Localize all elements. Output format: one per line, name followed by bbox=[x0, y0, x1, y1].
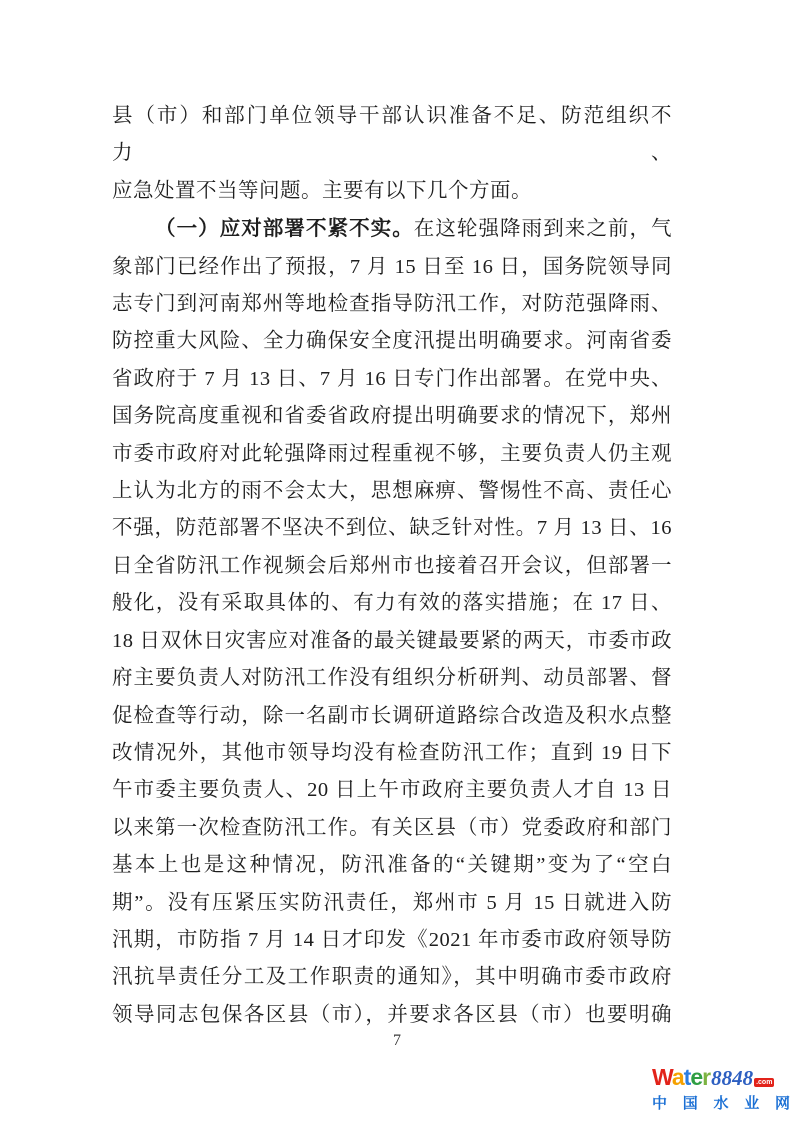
logo-subtitle-char: 水 bbox=[713, 1095, 729, 1112]
text-line: 改情况外，其他市领导均没有检查防汛工作；直到 19 日下 bbox=[112, 741, 672, 764]
text-line: 不强，防范部署不坚决不到位、缺乏针对性。7 月 13 日、16 bbox=[112, 517, 672, 540]
text-line: 午市委主要负责人、20 日上午市政府主要负责人才自 13 日 bbox=[112, 779, 672, 802]
text-line: 期”。没有压紧压实防汛责任，郑州市 5 月 15 日就进入防 bbox=[112, 891, 672, 914]
bold-heading-text: （一）应对部署不紧不实。 bbox=[155, 217, 414, 241]
logo-wordmark bbox=[652, 1064, 790, 1091]
text-line: 促检查等行动，除一名副市长调研道路综合改造及积水点整 bbox=[112, 704, 672, 727]
logo-water-text bbox=[652, 1064, 710, 1091]
text-line: 象部门已经作出了预报，7 月 15 日至 16 日，国务院领导同 bbox=[112, 255, 672, 278]
text-line: 基本上也是这种情况，防汛准备的“关键期”变为了“空白 bbox=[112, 854, 672, 877]
document-lines bbox=[112, 98, 672, 1034]
text-line: 领导同志包保各区县（市），并要求各区县（市）也要明确 bbox=[112, 1003, 672, 1026]
text-line: 志专门到河南郑州等地检查指导防汛工作，对防范强降雨、 bbox=[112, 293, 672, 316]
logo-subtitle-char: 业 bbox=[744, 1095, 760, 1112]
logo-subtitle-char: 网 bbox=[774, 1095, 790, 1112]
logo-letter: a bbox=[671, 1064, 684, 1090]
text-line: 府主要负责人对防汛工作没有组织分析研判、动员部署、督 bbox=[112, 667, 672, 690]
text-line: 日全省防汛工作视频会后郑州市也接着召开会议，但部署一 bbox=[112, 554, 672, 577]
text-line: （一）应对部署不紧不实。在这轮强降雨到来之前，气 bbox=[155, 217, 673, 241]
logo-letter: t bbox=[683, 1064, 691, 1090]
text-line: 省政府于 7 月 13 日、7 月 16 日专门作出部署。在党中央、 bbox=[112, 367, 672, 390]
logo-letter: r bbox=[702, 1064, 711, 1090]
logo-number-text: 8848 bbox=[711, 1066, 754, 1090]
text-line: 国务院高度重视和省委省政府提出明确要求的情况下，郑州 bbox=[112, 405, 672, 428]
text-line: 以来第一次检查防汛工作。有关区县（市）党委政府和部门 bbox=[112, 816, 672, 839]
logo-subtitle-char: 中 bbox=[652, 1095, 668, 1112]
text-line: 县（市）和部门单位领导干部认识准备不足、防范组织不力、 bbox=[112, 105, 672, 165]
text-line: 汛抗旱责任分工及工作职责的通知》，其中明确市委市政府 bbox=[112, 966, 672, 989]
text-line: 18 日双休日灾害应对准备的最关键最要紧的两天，市委市政 bbox=[112, 629, 672, 652]
text-line: 防控重大风险、全力确保安全度汛提出明确要求。河南省委 bbox=[112, 330, 672, 353]
text-line: 汛期，市防指 7 月 14 日才印发《2021 年市委市政府领导防 bbox=[112, 928, 672, 951]
water8848-logo bbox=[652, 1064, 790, 1113]
page-number: 7 bbox=[393, 1032, 401, 1049]
logo-subtitle-char: 国 bbox=[682, 1095, 698, 1112]
logo-subtitle bbox=[652, 1092, 790, 1113]
logo-letter: W bbox=[652, 1064, 672, 1090]
logo-letter: e bbox=[690, 1064, 703, 1090]
text-line: 般化，没有采取具体的、有力有效的落实措施；在 17 日、 bbox=[112, 592, 672, 615]
text-line: 市委市政府对此轮强降雨过程重视不够，主要负责人仍主观 bbox=[112, 442, 672, 465]
text-line: 上认为北方的雨不会太大，思想麻痹、警惕性不高、责任心 bbox=[112, 480, 672, 503]
text-line: 应急处置不当等问题。主要有以下几个方面。 bbox=[112, 179, 532, 202]
logo-tld-badge: .com bbox=[756, 1079, 773, 1086]
